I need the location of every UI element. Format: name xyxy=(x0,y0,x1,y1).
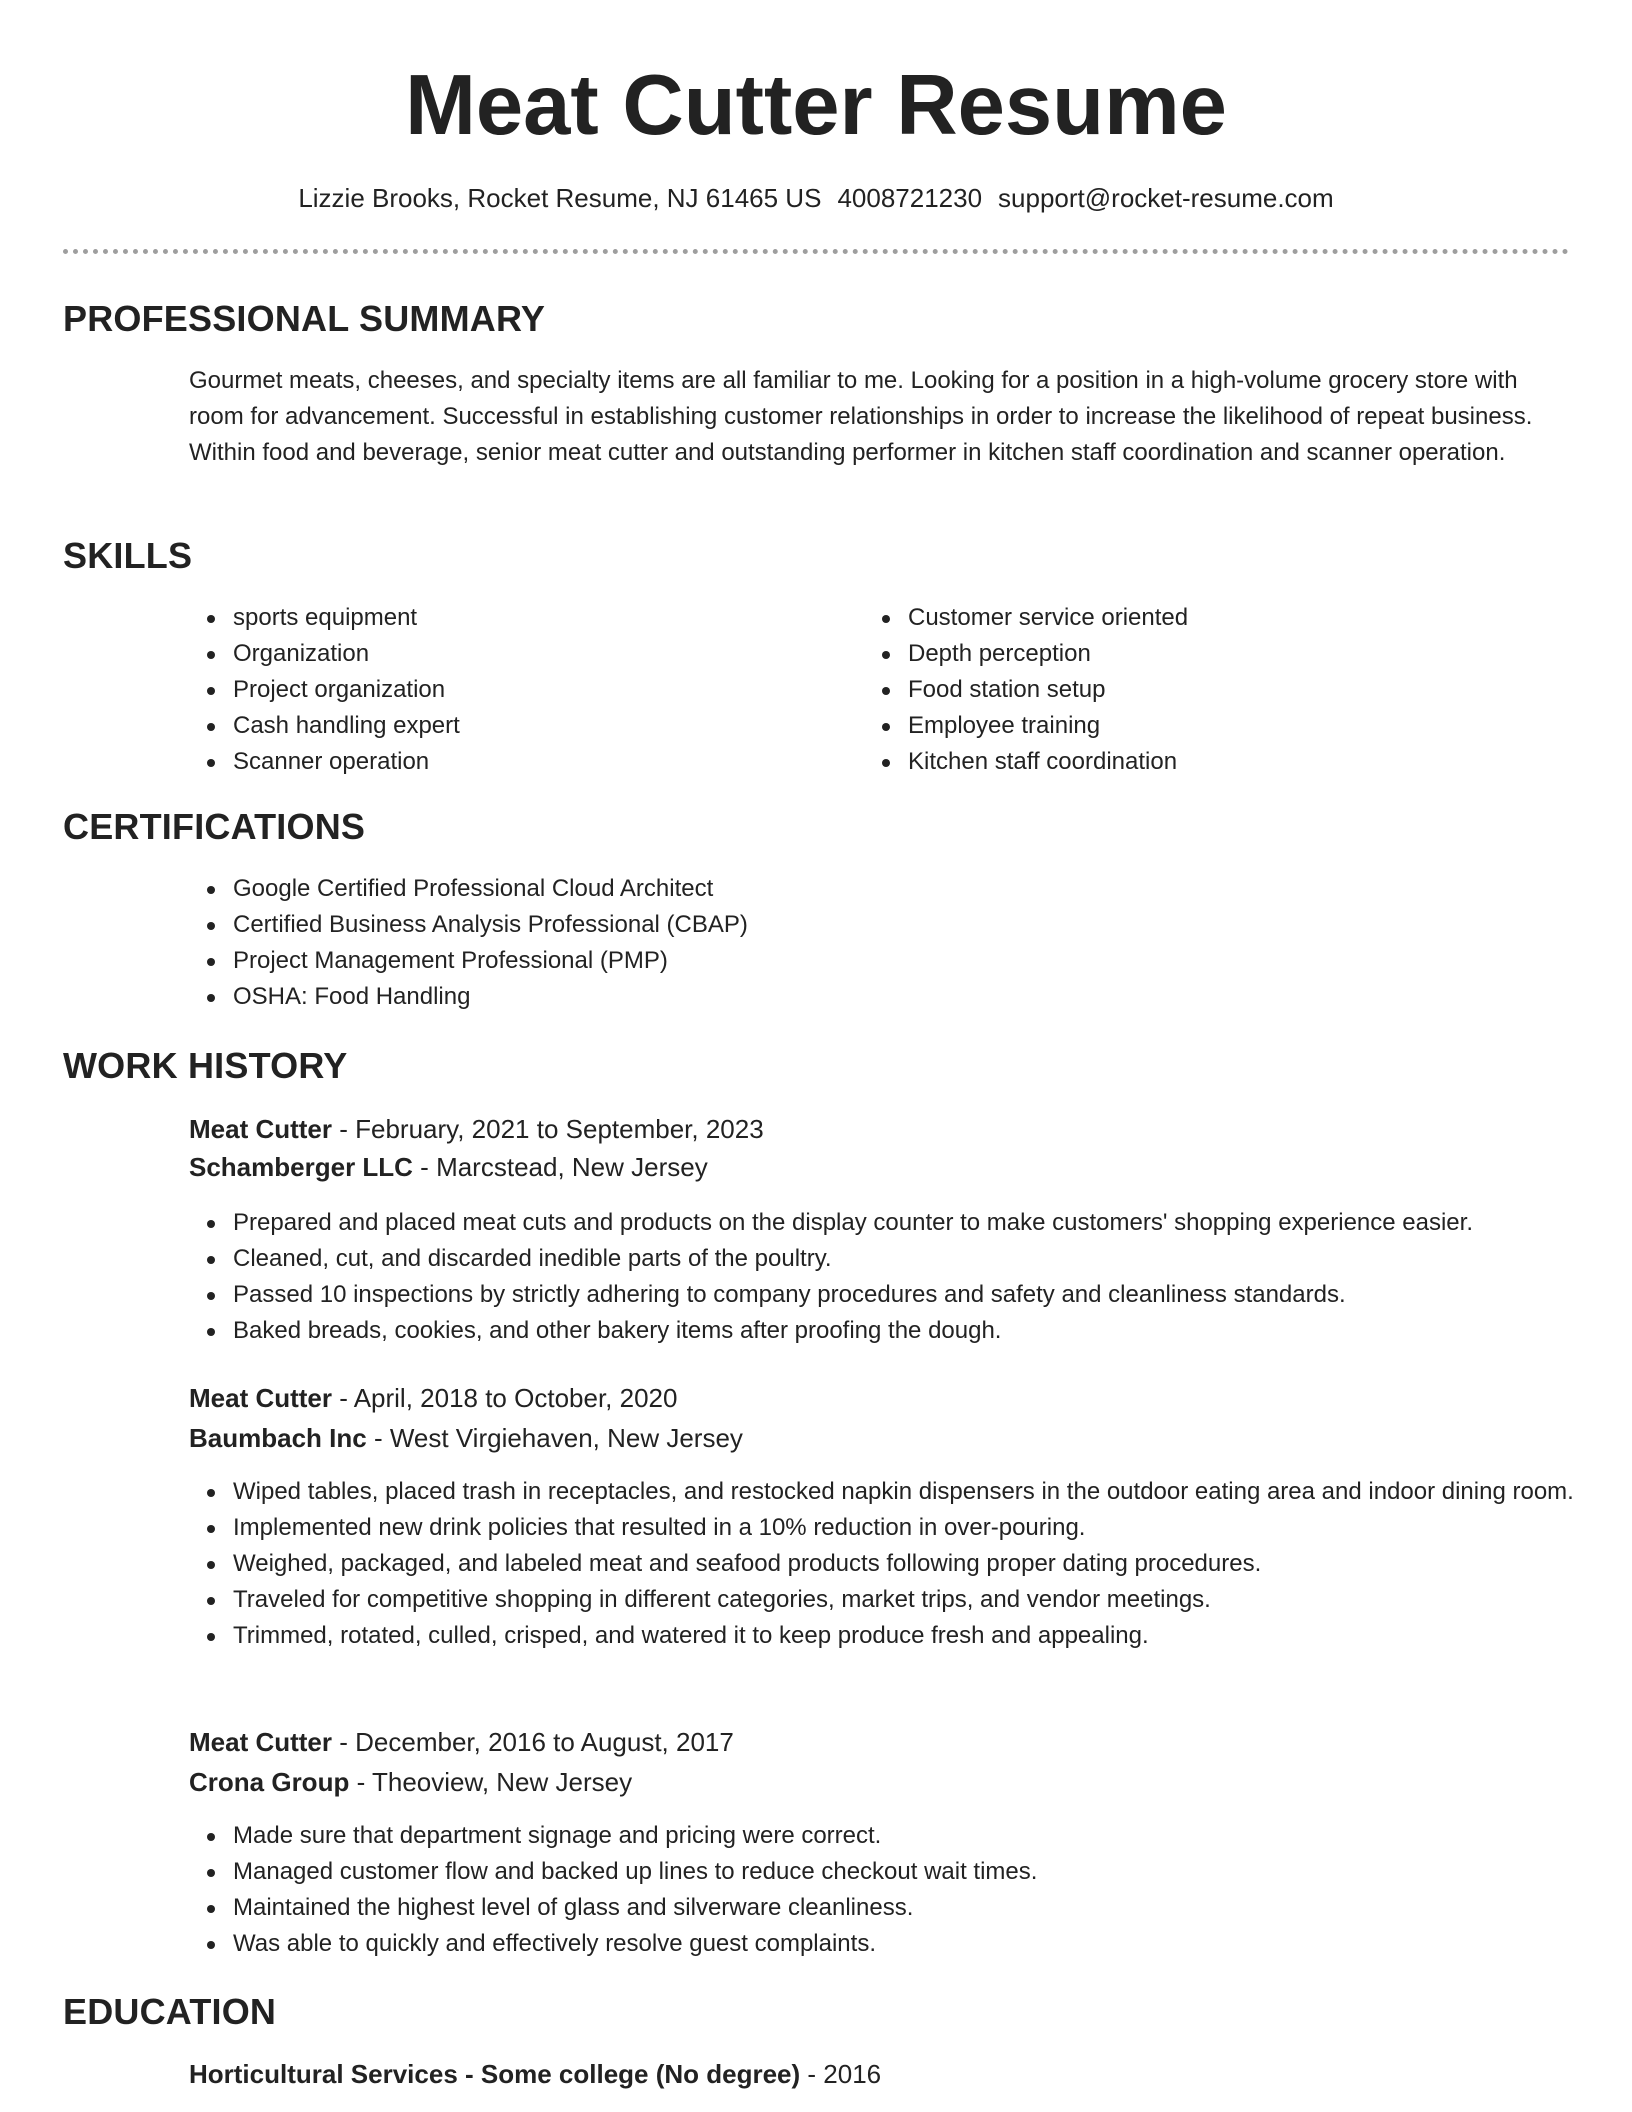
job-title-line xyxy=(189,1723,734,1761)
certification-item: Project Management Professional (PMP) xyxy=(233,943,1533,979)
job-duty-item: Managed customer flow and backed up lines to reduce checkout wait times. xyxy=(233,1854,1583,1890)
skill-item: Depth perception xyxy=(908,636,1548,672)
contact-address: Lizzie Brooks, Rocket Resume, NJ 61465 US xyxy=(298,183,822,213)
job-duty-item: Weighed, packaged, and labeled meat and seafood products following proper dating procedures. xyxy=(233,1546,1583,1582)
job-dates: April, 2018 to October, 2020 xyxy=(353,1383,678,1413)
certifications-list xyxy=(189,871,1533,1015)
contact-line xyxy=(0,180,1632,216)
skill-item: Employee training xyxy=(908,708,1548,744)
job-title: Meat Cutter xyxy=(189,1727,333,1757)
job-company-line xyxy=(189,1763,632,1801)
job-duty-item: Implemented new drink policies that resulted in a 10% reduction in over-pouring. xyxy=(233,1510,1583,1546)
skill-item: Customer service oriented xyxy=(908,600,1548,636)
certification-item: Google Certified Professional Cloud Architect xyxy=(233,871,1533,907)
job-duty-item: Was able to quickly and effectively resolve guest complaints. xyxy=(233,1926,1583,1962)
job-duty-item: Maintained the highest level of glass and silverware cleanliness. xyxy=(233,1890,1583,1926)
contact-phone: 4008721230 xyxy=(837,183,983,213)
education-separator: - xyxy=(800,2059,824,2089)
job-duty-item: Trimmed, rotated, culled, crisped, and watered it to keep produce fresh and appealing. xyxy=(233,1618,1583,1654)
job-duty-item: Wiped tables, placed trash in receptacles, and restocked napkin dispensers in the outdoor eating area and indoor dining room. xyxy=(233,1474,1583,1510)
job-duty-item: Cleaned, cut, and discarded inedible parts of the poultry. xyxy=(233,1241,1583,1277)
skills-heading: SKILLS xyxy=(63,535,193,576)
job-title: Meat Cutter xyxy=(189,1114,333,1144)
job-separator: - xyxy=(412,1152,437,1182)
job-location: Theoview, New Jersey xyxy=(371,1767,633,1797)
job-title-line xyxy=(189,1379,677,1417)
work-history-heading: WORK HISTORY xyxy=(63,1045,348,1086)
job-company: Schamberger LLC xyxy=(189,1152,413,1182)
summary-heading: PROFESSIONAL SUMMARY xyxy=(63,298,546,339)
job-dates: December, 2016 to August, 2017 xyxy=(355,1727,734,1757)
education-year: 2016 xyxy=(823,2059,882,2089)
job-separator: - xyxy=(332,1383,354,1413)
skill-item: Food station setup xyxy=(908,672,1548,708)
job-location: Marcstead, New Jersey xyxy=(436,1152,708,1182)
skill-item: Project organization xyxy=(233,672,853,708)
job-duty-item: Made sure that department signage and pricing were correct. xyxy=(233,1818,1583,1854)
certification-item: OSHA: Food Handling xyxy=(233,979,1533,1015)
skill-item: sports equipment xyxy=(233,600,853,636)
education-program: Horticultural Services - Some college (No degree) xyxy=(189,2059,801,2089)
job-title: Meat Cutter xyxy=(189,1383,333,1413)
job-duties-list xyxy=(189,1205,1583,1349)
job-separator: - xyxy=(332,1114,356,1144)
certifications-heading: CERTIFICATIONS xyxy=(63,806,366,847)
certification-item: Certified Business Analysis Professional (CBAP) xyxy=(233,907,1533,943)
job-dates: February, 2021 to September, 2023 xyxy=(355,1114,764,1144)
education-line xyxy=(189,2055,881,2093)
job-duties-list xyxy=(189,1818,1583,1962)
skill-item: Cash handling expert xyxy=(233,708,853,744)
job-company: Baumbach Inc xyxy=(189,1423,367,1453)
summary-text: Gourmet meats, cheeses, and specialty items are all familiar to me. Looking for a position in a high-volume grocery store with room for advancement. Successful in establishing customer relationships in order to increase the likelihood of repeat business. Within food and beverage, senior meat cutter and outstanding performer in kitchen staff coordination and scanner operation. xyxy=(189,367,1533,466)
education-heading: EDUCATION xyxy=(63,1991,277,2032)
header-divider xyxy=(63,249,1569,254)
job-duty-item: Prepared and placed meat cuts and products on the display counter to make customers' shopping experience easier. xyxy=(233,1205,1583,1241)
skill-item: Scanner operation xyxy=(233,744,853,780)
page-title: Meat Cutter Resume xyxy=(405,58,1227,153)
job-company: Crona Group xyxy=(189,1767,350,1797)
job-duty-item: Passed 10 inspections by strictly adhering to company procedures and safety and cleanliness standards. xyxy=(233,1277,1583,1313)
job-duties-list xyxy=(189,1474,1583,1654)
skill-item: Organization xyxy=(233,636,853,672)
job-company-line xyxy=(189,1148,708,1186)
job-location: West Virgiehaven, New Jersey xyxy=(389,1423,743,1453)
skills-list-right xyxy=(864,600,1548,780)
skills-list-left xyxy=(189,600,853,780)
job-separator: - xyxy=(332,1727,356,1757)
contact-email: support@rocket-resume.com xyxy=(998,183,1334,213)
job-separator: - xyxy=(349,1767,372,1797)
job-separator: - xyxy=(366,1423,390,1453)
job-duty-item: Baked breads, cookies, and other bakery items after proofing the dough. xyxy=(233,1313,1583,1349)
skill-item: Kitchen staff coordination xyxy=(908,744,1548,780)
job-duty-item: Traveled for competitive shopping in different categories, market trips, and vendor meetings. xyxy=(233,1582,1583,1618)
job-company-line xyxy=(189,1419,743,1457)
job-title-line xyxy=(189,1110,764,1148)
